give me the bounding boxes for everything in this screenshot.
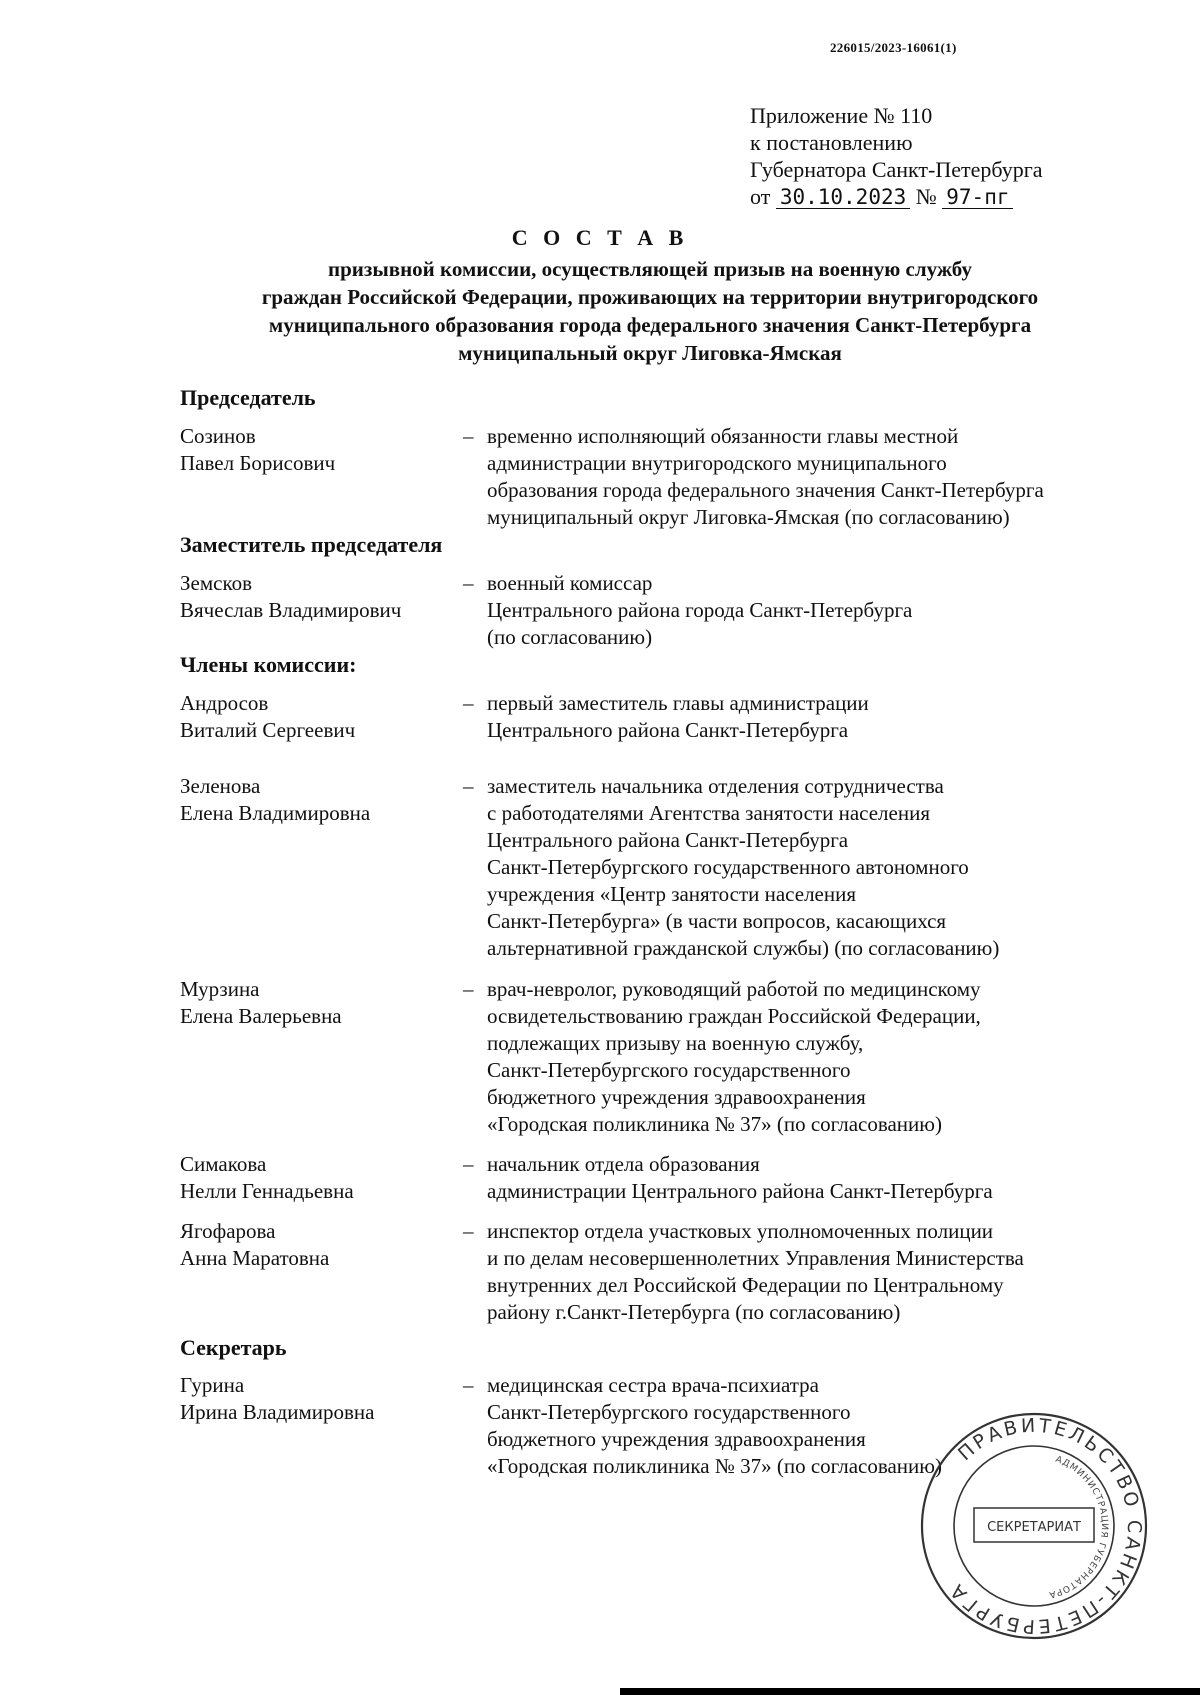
dash-separator: – [463,691,474,715]
member-name: Мурзина Елена Валерьевна [180,977,342,1028]
official-seal [918,1410,1150,1642]
subtitle-line: призывной комиссии, осуществляющей призыв на военную службу [328,257,972,281]
seal-center-text: СЕКРЕТАРИАТ [987,1520,1081,1535]
document-title: С О С Т А В [511,225,689,250]
appendix-date-row [750,183,1043,210]
member-name: Гурина Ирина Владимировна [180,1373,375,1424]
member-name: Андросов Виталий Сергеевич [180,691,356,742]
section-deputy: Заместитель председателя [180,532,443,557]
member-name: Земсков Вячеслав Владимирович [180,571,402,622]
member-name: Созинов Павел Борисович [180,424,336,475]
dash-separator: – [463,571,474,595]
dash-separator: – [463,1373,474,1397]
member-role: первый заместитель главы администрации Центрального района Санкт-Петербурга [487,691,869,742]
member-name: Симакова Нелли Геннадьевна [180,1152,354,1203]
member-role: заместитель начальника отделения сотрудничества с работодателями Агентства занятости населения Центрального района Санкт-Петербурга Санкт-Петербургского государственного автономного учреждения «Центр занятости населения Санкт-Петербурга» (в части вопросов, касающихся альтернативной гражданской службы) (по согласованию) [487,774,1000,960]
document-subtitle [150,255,1150,367]
date-prefix: от [750,184,771,209]
appendix-block [750,102,1043,210]
seal-ring-text: ПРАВИТЕЛЬСТВО САНКТ-ПЕТЕРБУРГА [944,1414,1146,1638]
member-name: Ягофарова Анна Маратовна [180,1219,330,1270]
section-members: Члены комиссии: [180,652,357,677]
decree-date: 30.10.2023 [776,186,910,209]
dash-separator: – [463,1152,474,1176]
subtitle-line: граждан Российской Федерации, проживающих на территории внутригородского [261,285,1039,309]
section-chairman: Председатель [180,385,316,410]
registration-number: 226015/2023-16061(1) [830,40,957,55]
dash-separator: – [463,774,474,798]
appendix-line: Приложение № 110 [750,103,933,128]
dash-separator: – [463,977,474,1001]
appendix-line: Губернатора Санкт-Петербурга [750,157,1043,182]
section-secretary: Секретарь [180,1335,287,1360]
member-role: врач-невролог, руководящий работой по медицинскому освидетельствованию граждан Российской Федерации, подлежащих призыву на военную службу, Санкт-Петербургского государственного бюджетного учреждения здравоохранения «Городская поликлиника № 37» (по согласованию) [487,977,981,1136]
appendix-line: к постановлению [750,130,913,155]
member-name: Зеленова Елена Владимировна [180,774,371,825]
decree-number: 97-пг [942,186,1013,209]
subtitle-line: муниципальный округ Лиговка-Ямская [458,341,842,365]
member-role: начальник отдела образования администрации Центрального района Санкт-Петербурга [487,1152,993,1203]
seal-inner-text: АДМИНИСТРАЦИЯ ГУБЕРНАТОРА [1047,1454,1110,1600]
member-role: временно исполняющий обязанности главы местной администрации внутригородского муниципального образования города федерального значения Санкт-Петербурга муниципальный округ Лиговка-Ямская (по согласованию) [487,424,1044,529]
member-role: инспектор отдела участковых уполномоченных полиции и по делам несовершеннолетних Управления Министерства внутренних дел Российской Федерации по Центральному району г.Санкт-Петербурга (по согласованию) [487,1219,1024,1324]
dash-separator: – [463,424,474,448]
subtitle-line: муниципального образования города федерального значения Санкт-Петербурга [268,313,1032,337]
member-role: медицинская сестра врача-психиатра Санкт-Петербургского государственного бюджетного учреждения здравоохранения «Городская поликлиника № 37» (по согласованию) [487,1373,942,1478]
number-prefix: № [915,184,937,209]
member-role: военный комиссар Центрального района города Санкт-Петербурга (по согласованию) [487,571,913,649]
dash-separator: – [463,1219,474,1243]
scan-edge-line [620,1688,1200,1695]
